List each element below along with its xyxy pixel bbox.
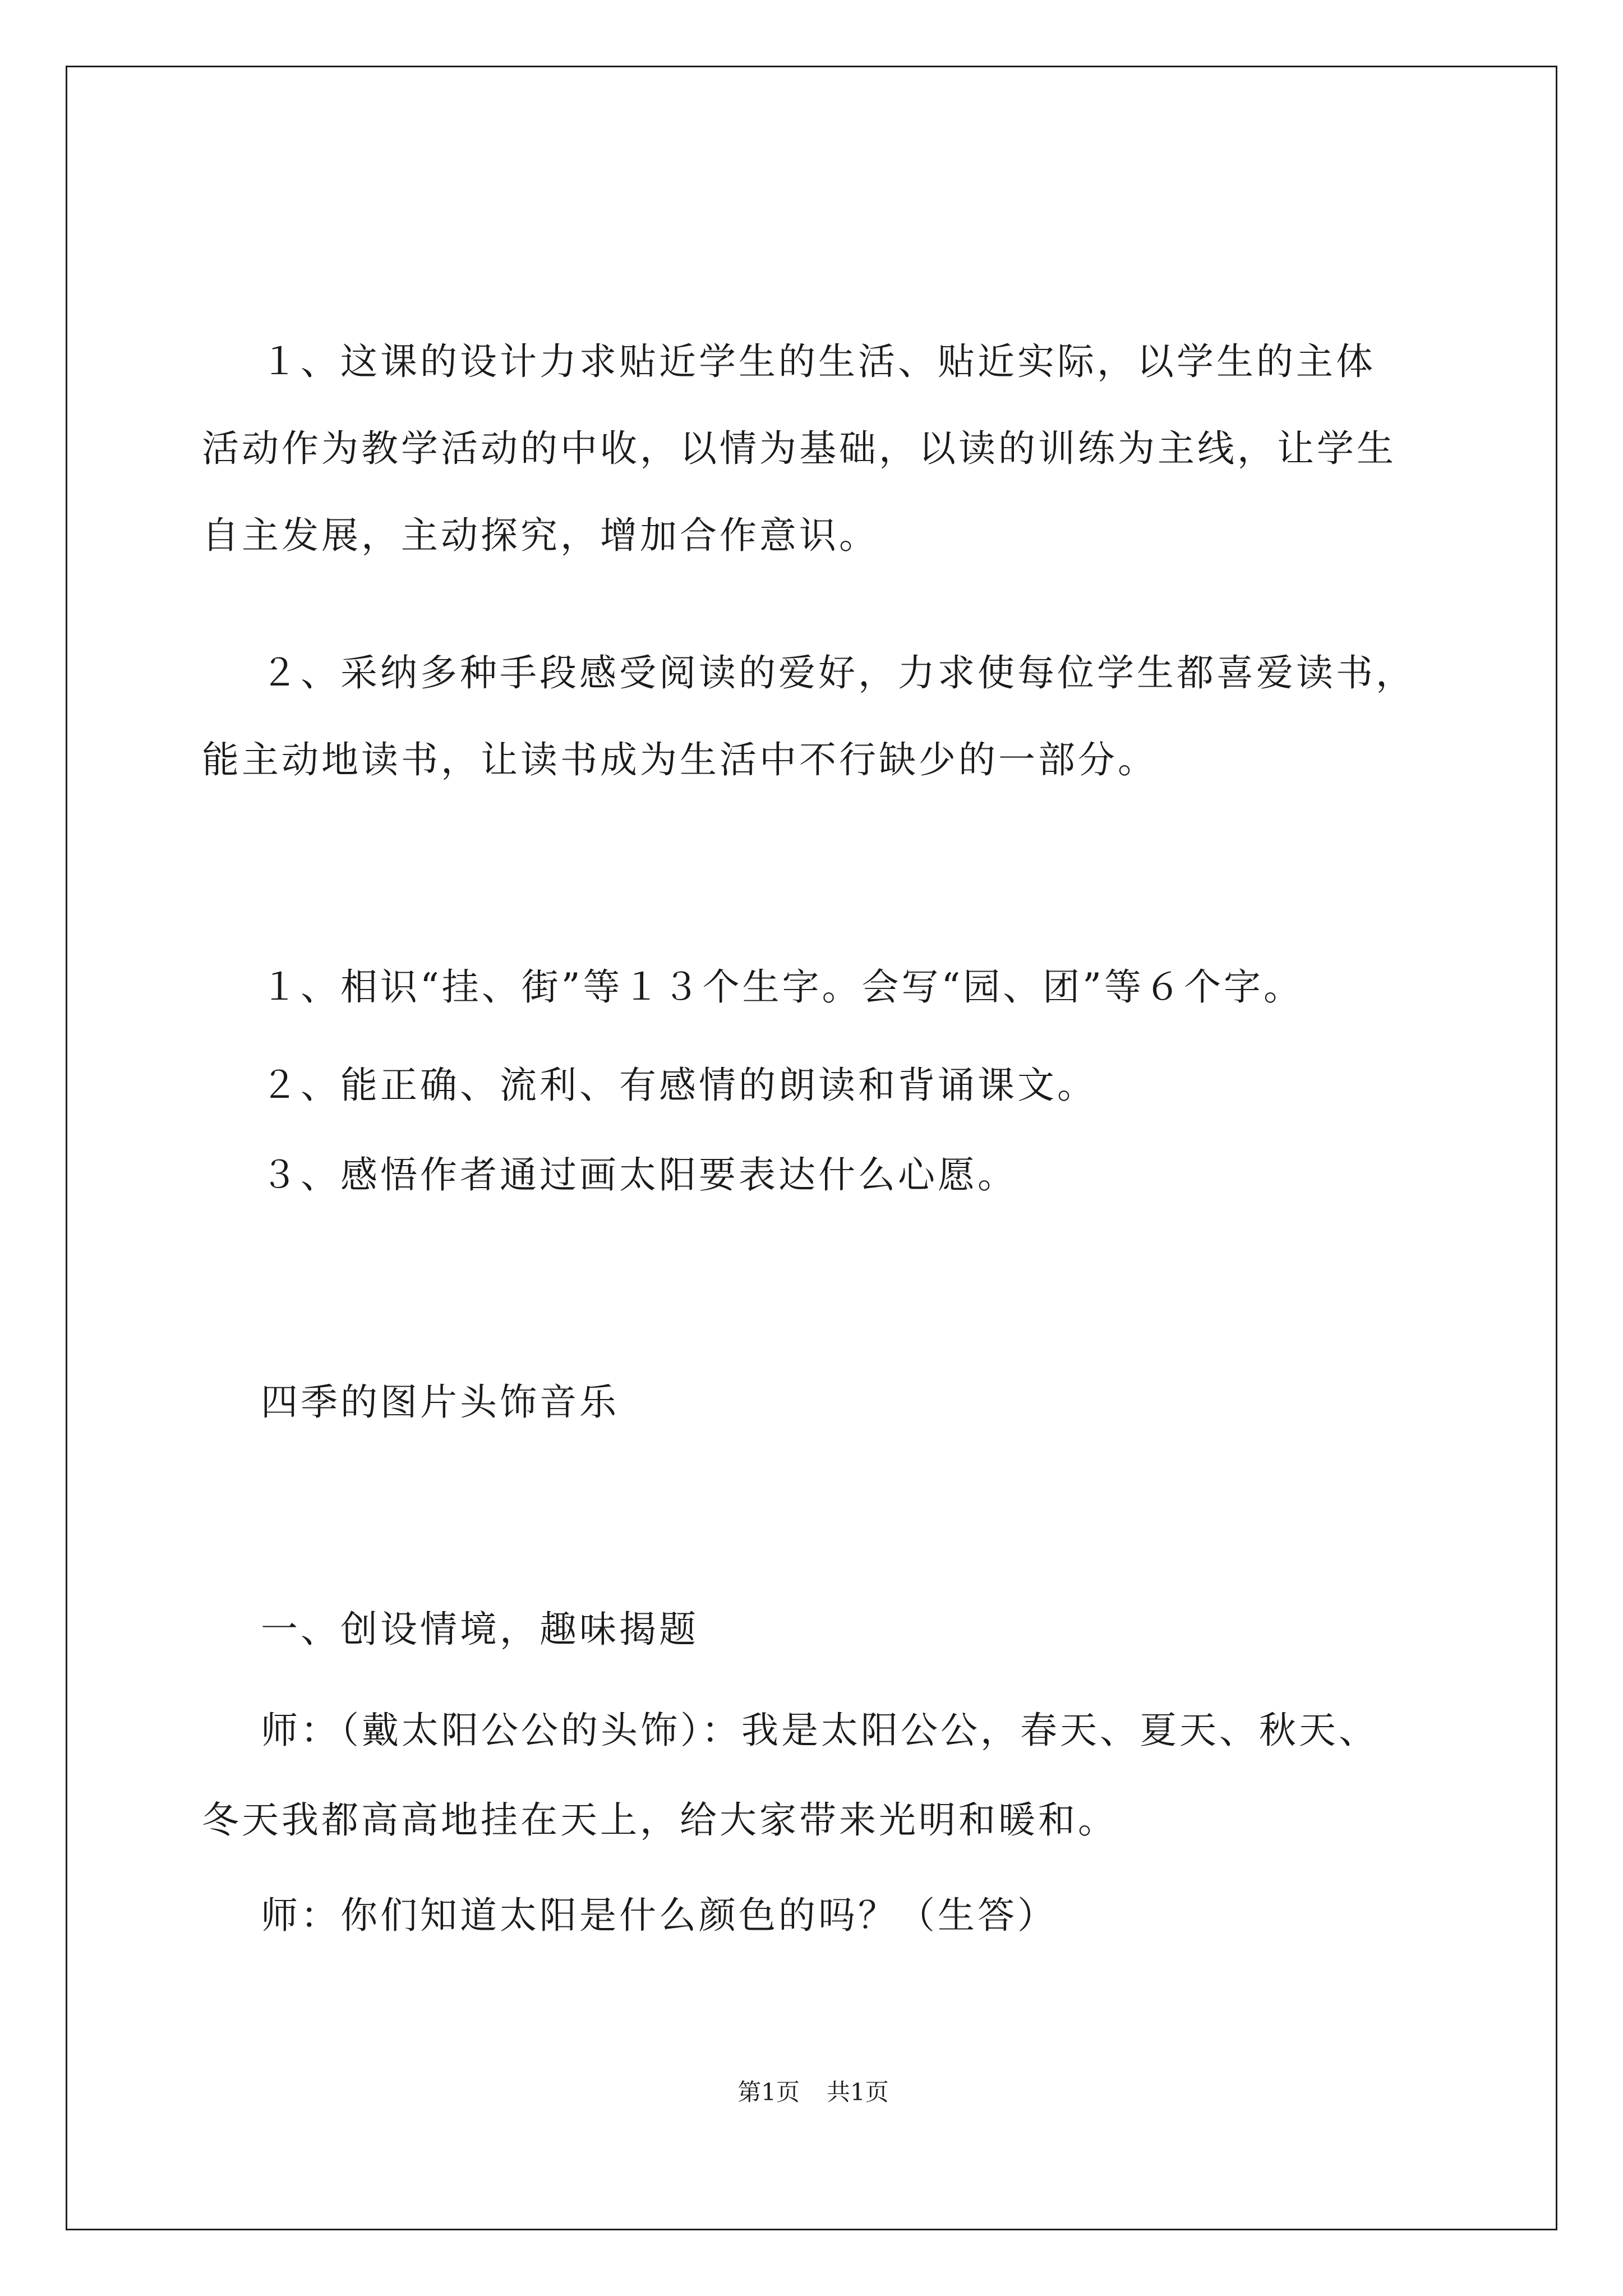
objective-1: １、相识“挂、街”等１３个生字。会写“园、团”等６个字。 bbox=[261, 965, 1303, 1009]
dialogue-2-line-1: 师：你们知道太阳是什么颜色的吗？（生答） bbox=[261, 1894, 1057, 1937]
dialogue-1-line-2: 冬天我都高高地挂在天上，给大家带来光明和暖和。 bbox=[202, 1798, 1118, 1842]
dialogue-1-line-1: 师：（戴太阳公公的头饰）：我是太阳公公，春天、夏天、秋天、 bbox=[261, 1709, 1378, 1752]
paragraph-1-line-2: 活动作为教学活动的中收，以情为基础，以读的训练为主线，让学生 bbox=[202, 427, 1396, 470]
paragraph-1-line-3: 自主发展，主动探究，增加合作意识。 bbox=[202, 514, 879, 557]
section-heading: 一、创设情境，趣味揭题 bbox=[261, 1608, 699, 1651]
page-number-current: 第1页 bbox=[737, 2078, 800, 2106]
objective-3: ３、感悟作者通过画太阳要表达什么心愿。 bbox=[261, 1153, 1017, 1197]
paragraph-1-line-1: １、这课的设计力求贴近学生的生活、贴近实际，以学生的主体 bbox=[261, 340, 1376, 383]
objective-2: ２、能正确、流利、有感情的朗读和背诵课文。 bbox=[261, 1064, 1097, 1107]
paragraph-2-line-2: 能主动地读书，让读书成为生活中不行缺少的一部分。 bbox=[202, 738, 1158, 781]
page-frame bbox=[66, 66, 1557, 2230]
page-number-total: 共1页 bbox=[827, 2078, 889, 2106]
materials-line: 四季的图片头饰音乐 bbox=[261, 1381, 619, 1424]
page-footer bbox=[67, 2078, 1559, 2106]
paragraph-2-line-1: ２、采纳多种手段感受阅读的爱好，力求使每位学生都喜爱读书， bbox=[261, 651, 1415, 694]
